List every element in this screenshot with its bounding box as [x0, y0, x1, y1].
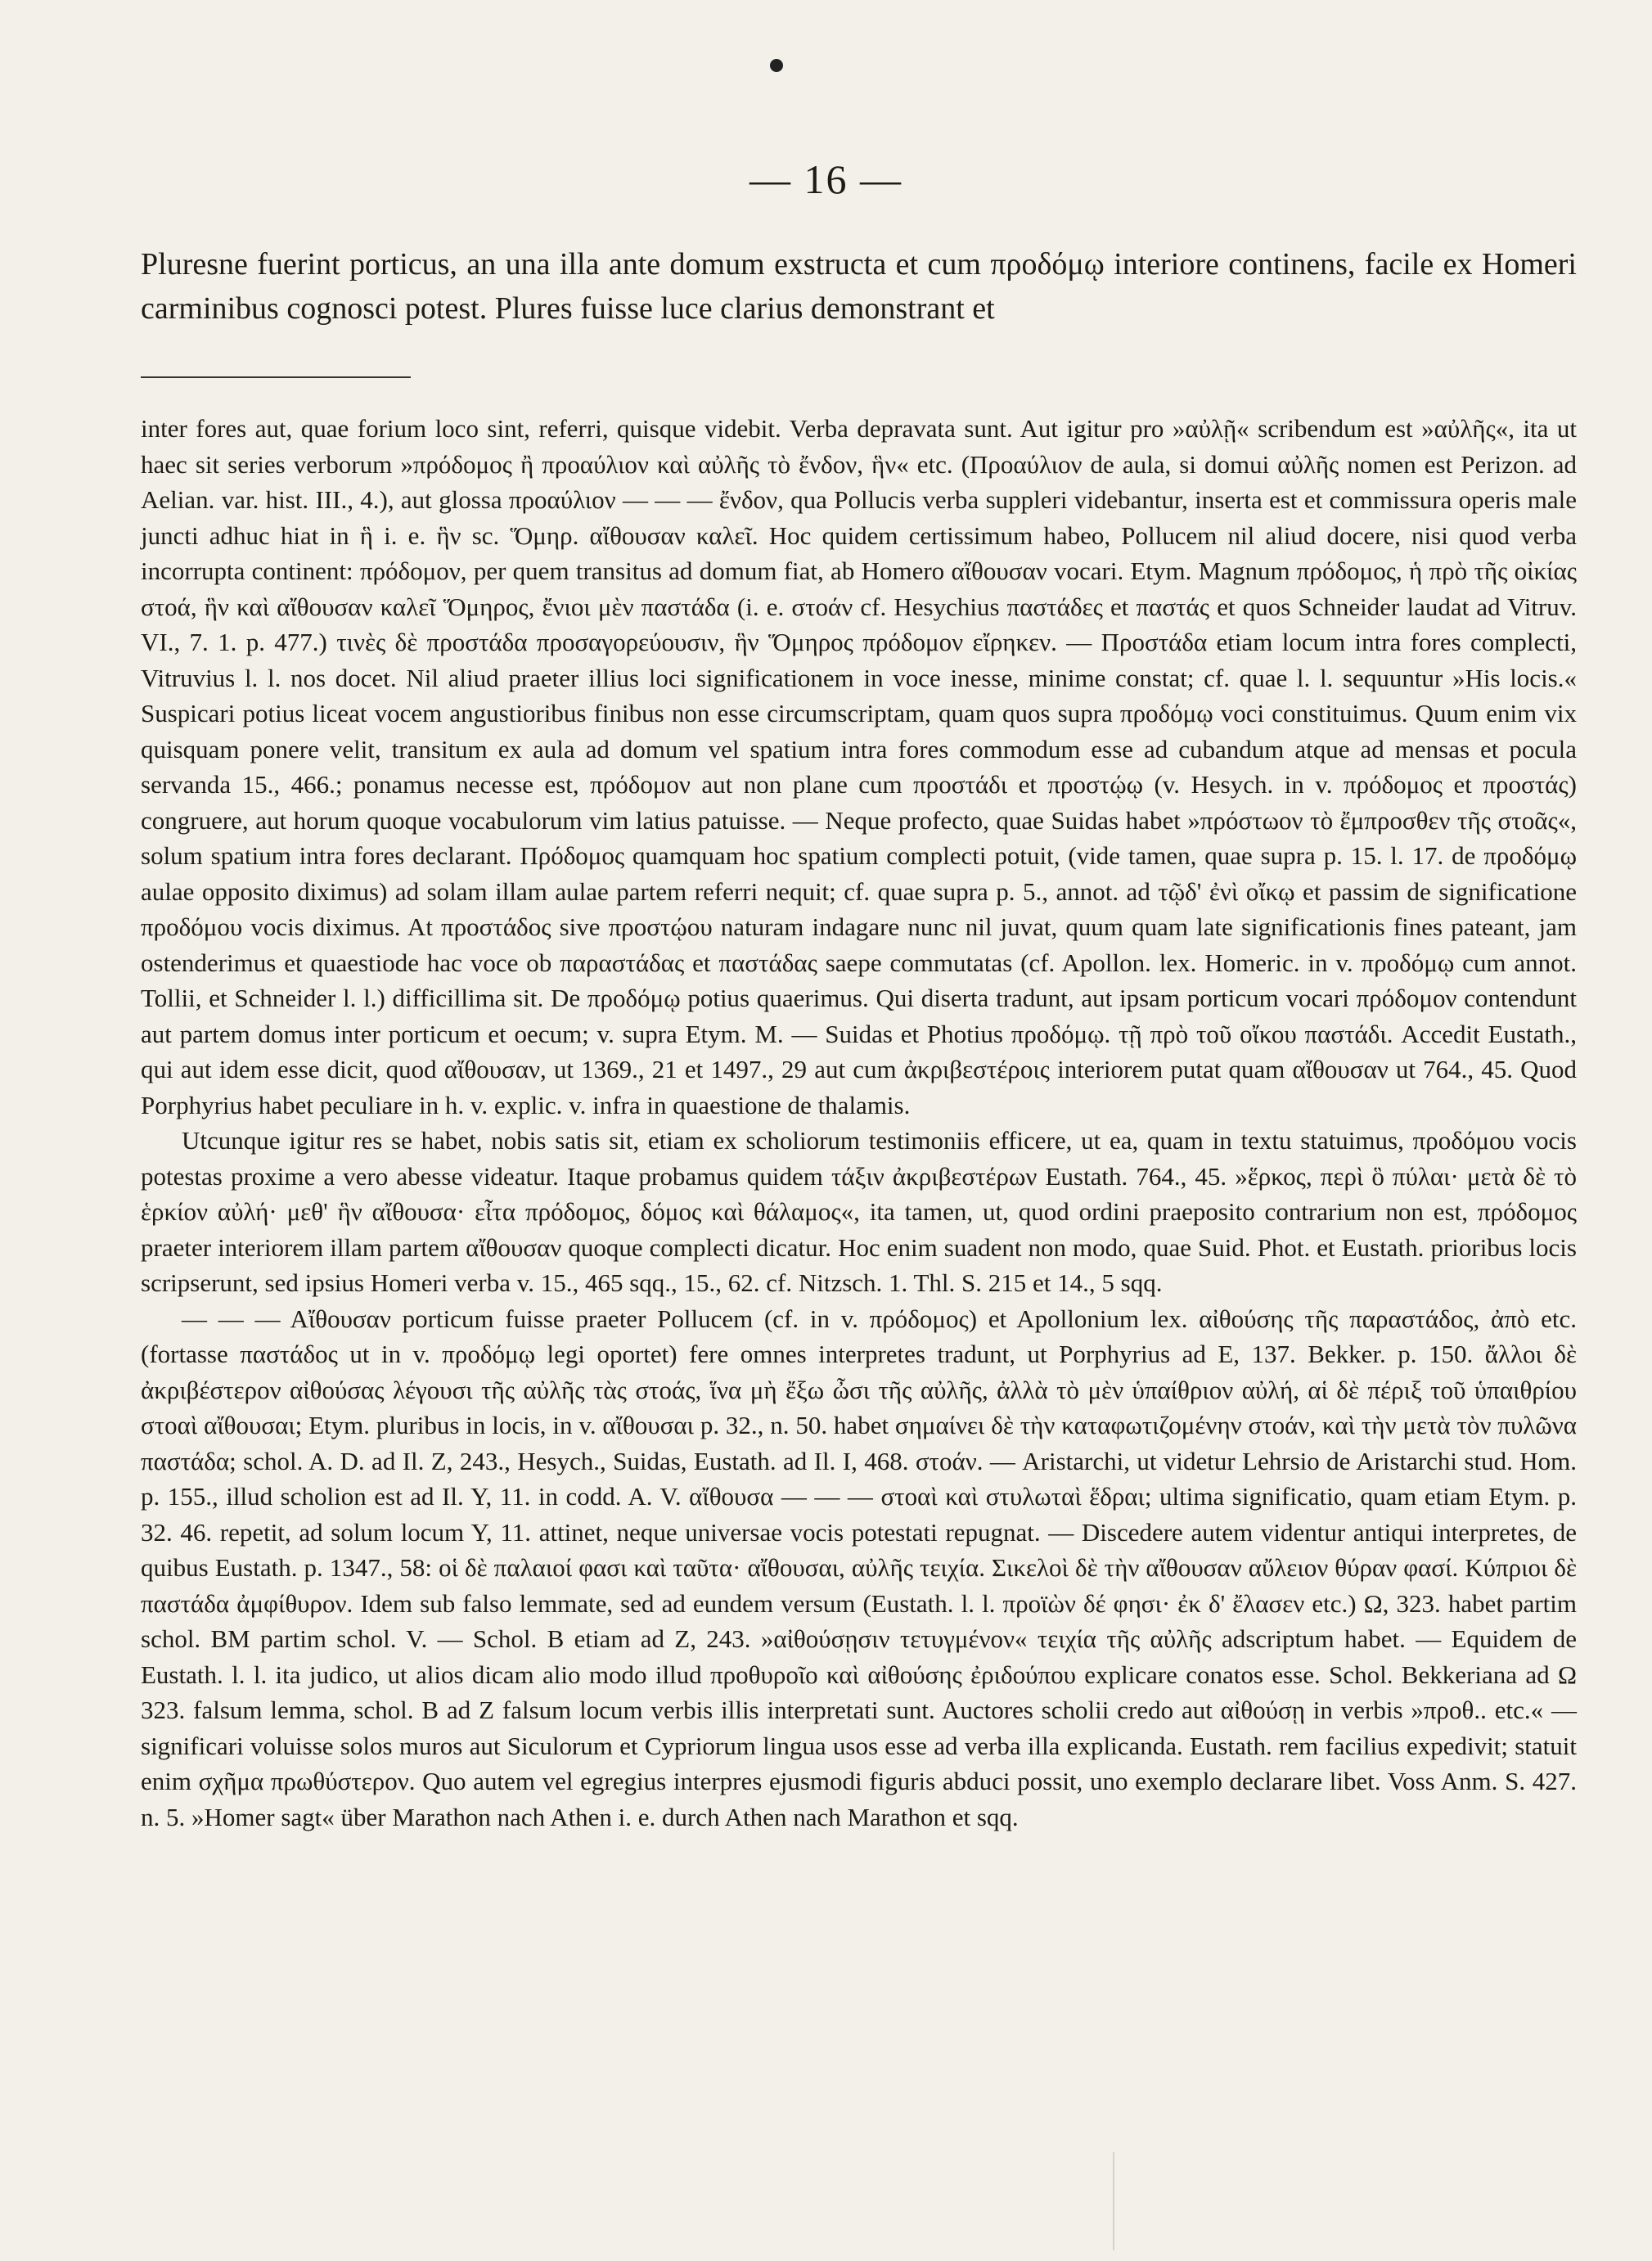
footnote-paragraph-1: inter fores aut, quae forium loco sint, referri, quisque videbit. Verba depravata sunt. Aut igitur pro »αὐλῇ« scribendum est »αὐλῆς«, ita ut haec sit series verborum »πρόδομος ἢ προαύλιον καὶ αὐλῆς τὸ ἔνδον, ἣν« etc. (Προαύλιον de aula, si domui αὐλῆς nomen est Perizon. ad Aelian. var. hist. III., 4.), aut glossa προαύλιον — — — ἔνδον, qua Pollucis verba suppleri videbantur, inserta est et commissura operis male juncti adhuc hiat in ἣ i. e. ἣν sc. Ὅμηρ. αἴθουσαν καλεῖ. Hoc quidem certissimum habeo, Pollucem nil aliud docere, nisi quod verba incorrupta continent: πρόδομον, per quem transitus ad domum fiat, ab Homero αἴθουσαν vocari. Etym. Magnum πρόδομος, ἡ πρὸ τῆς οἰκίας στοά, ἣν καὶ αἴθουσαν καλεῖ Ὅμηρος, ἔνιοι μὲν παστάδα (i. e. στοάν cf. Hesychius παστάδες et παστάς et quos Schneider laudat ad Vitruv. VI., 7. 1. p. 477.) τινὲς δὲ προστάδα προσαγορεύουσιν, ἣν Ὅμηρος πρόδομον εἴρηκεν. — Προστάδα etiam locum intra fores complecti, Vitruvius l. l. nos docet. Nil aliud praeter illius loci significationem in voce inesse, minime constat; cf. quae l. l. sequuntur »His locis.« Suspicari potius liceat vocem angustioribus finibus non esse circumscriptam, quam quos supra προδόμῳ voci constituimus. Quum enim vix quisquam ponere velit, transitum ex aula ad domum vel spatium intra fores commodum esse ad cubandum atque ad mensas et pocula servanda 15., 466.; ponamus necesse est, πρόδομον aut non plane cum προστάδι et προστῴῳ (v. Hesych. in v. πρόδομος et προστάς) congruere, aut horum quoque vocabulorum vim latius patuisse. — Neque profecto, quae Suidas habet »πρόστωον τὸ ἔμπροσθεν τῆς στοᾶς«, solum spatium intra fores declarant. Πρόδομος quamquam hoc spatium complecti potuit, (vide tamen, quae supra p. 15. l. 17. de προδόμῳ aulae opposito diximus) ad solam illam aulae partem referri nequit; cf. quae supra p. 5., annot. ad τῷδ' ἐνὶ οἴκῳ et passim de significatione προδόμου vocis diximus. At προστάδος sive προστῴου naturam indagare nunc nil juvat, quum quam late significationis fines pateant, jam ostenderimus et quaestiode hac voce ob παραστάδας et παστάδας saepe commutatas (cf. Apollon. lex. Homeric. in v. προδόμῳ cum annot. Tollii, et Schneider l. l.) difficillima sit. De προδόμῳ potius quaerimus. Qui diserta tradunt, aut ipsam porticum vocari πρόδομον contendunt aut partem domus inter porticum et oecum; v. supra Etym. M. — Suidas et Photius προδόμῳ. τῇ πρὸ τοῦ οἴκου παστάδι. Accedit Eustath., qui aut idem esse dicit, quod αἴθουσαν, ut 1369., 21 et 1497., 29 aut cum ἀκριβεστέροις interiorem putat quam αἴθουσαν ut 764., 45. Quod Porphyrius habet peculiare in h. v. explic. v. infra in quaestione de thalamis.	[141, 414, 1577, 1119]
main-paragraph: Pluresne fuerint porticus, an una illa ante domum exstructa et cum προδόμῳ interiore continens, facile ex Homeri carminibus cognosci potest. Plures fuisse luce clarius demonstrant et	[141, 247, 1577, 326]
page-crease	[1113, 2152, 1114, 2250]
main-text	[141, 242, 1577, 331]
footnote-rule	[141, 376, 411, 378]
ink-dot	[770, 59, 783, 72]
page-number: — 16 —	[749, 156, 903, 202]
footnote-paragraph-3: — — — Αἴθουσαν porticum fuisse praeter Pollucem (cf. in v. πρόδομος) et Apollonium lex. αἰθούσης τῆς παραστάδος, ἀπὸ etc. (fortasse παστάδος ut in v. προδόμῳ legi oportet) fere omnes interpretes tradunt, ut Porphyrius ad E, 137. Bekker. p. 150. ἄλλοι δὲ ἀκριβέστερον αἰθούσας λέγουσι τῆς αὐλῆς τὰς στοάς, ἵνα μὴ ἔξω ὦσι τῆς αὐλῆς, ἀλλὰ τὸ μὲν ὑπαίθριον αὐλή, αἱ δὲ πέριξ τοῦ ὑπαιθρίου στοαὶ αἴθουσαι; Etym. pluribus in locis, in v. αἴθουσαι p. 32., n. 50. habet σημαίνει δὲ τὴν καταφωτιζομένην στοάν, καὶ τὴν μετὰ τὸν πυλῶνα παστάδα; schol. A. D. ad Il. Z, 243., Hesych., Suidas, Eustath. ad Il. I, 468. στοάν. — Aristarchi, ut videtur Lehrsio de Aristarchi stud. Hom. p. 155., illud scholion est ad Il. Y, 11. in codd. A. V. αἴθουσα — — — στοαὶ καὶ στυλωταὶ ἕδραι; ultima significatio, quam etiam Etym. p. 32. 46. repetit, ad solum locum Y, 11. attinet, neque universae vocis potestati repugnat. — Discedere autem videntur antiqui interpretes, de quibus Eustath. p. 1347., 58: οἱ δὲ παλαιοί φασι καὶ ταῦτα· αἴθουσαι, αὐλῆς τειχία. Σικελοὶ δὲ τὴν αἴθουσαν αὔλειον θύραν φασί. Κύπριοι δὲ παστάδα ἀμφίθυρον. Idem sub falso lemmate, sed ad eundem versum (Eustath. l. l. προϊὼν δέ φησι· ἐκ δ' ἔλασεν etc.) Ω, 323. habet partim schol. BM partim schol. V. — Schol. B etiam ad Z, 243. »αἰθούσῃσιν τετυγμένον« τειχία τῆς αὐλῆς adscriptum habet. — Equidem de Eustath. l. l. ita judico, ut alios dicam alio modo illud προθυροῖο καὶ αἰθούσης ἐριδούπου explicare conatos esse. Schol. Bekkeriana ad Ω 323. falsum lemma, schol. B ad Z falsum locum verbis illis interpretati sunt. Auctores scholii credo aut αἰθούσῃ in verbis »προθ.. etc.« — significari voluisse solos muros aut Siculorum et Cypriorum lingua usos esse ad verba illa explicanda. Eustath. rem facilius expedivit; statuit enim σχῆμα πρωθύστερον. Quo autem vel egregius interpres ejusmodi figuris abduci possit, uno exemplo declarare libet. Voss Anm. S. 427. n. 5. »Homer sagt« über Marathon nach Athen i. e. durch Athen nach Marathon et sqq.	[141, 1304, 1577, 1831]
footnotes	[141, 411, 1577, 1835]
footnote-paragraph-2: Utcunque igitur res se habet, nobis satis sit, etiam ex scholiorum testimoniis efficere, ut ea, quam in textu statuimus, προδόμου vocis potestas proxime a vero abesse videatur. Itaque probamus quidem τάξιν ἀκριβεστέρων Eustath. 764., 45. »ἕρκος, περὶ ὃ πύλαι· μετὰ δὲ τὸ ἑρκίον αὐλή· μεθ' ἣν αἴθουσα· εἶτα πρόδομος, δόμος καὶ θάλαμος«, ita tamen, ut, quod ordini praeposito contrarium non est, πρόδομος praeter interiorem illam partem αἴθουσαν quoque complecti dicatur. Hoc enim suadent non modo, quae Suid. Phot. et Eustath. prioribus locis scripserunt, sed ipsius Homeri verba v. 15., 465 sqq., 15., 62. cf. Nitzsch. 1. Thl. S. 215 et 14., 5 sqq.	[141, 1126, 1577, 1297]
